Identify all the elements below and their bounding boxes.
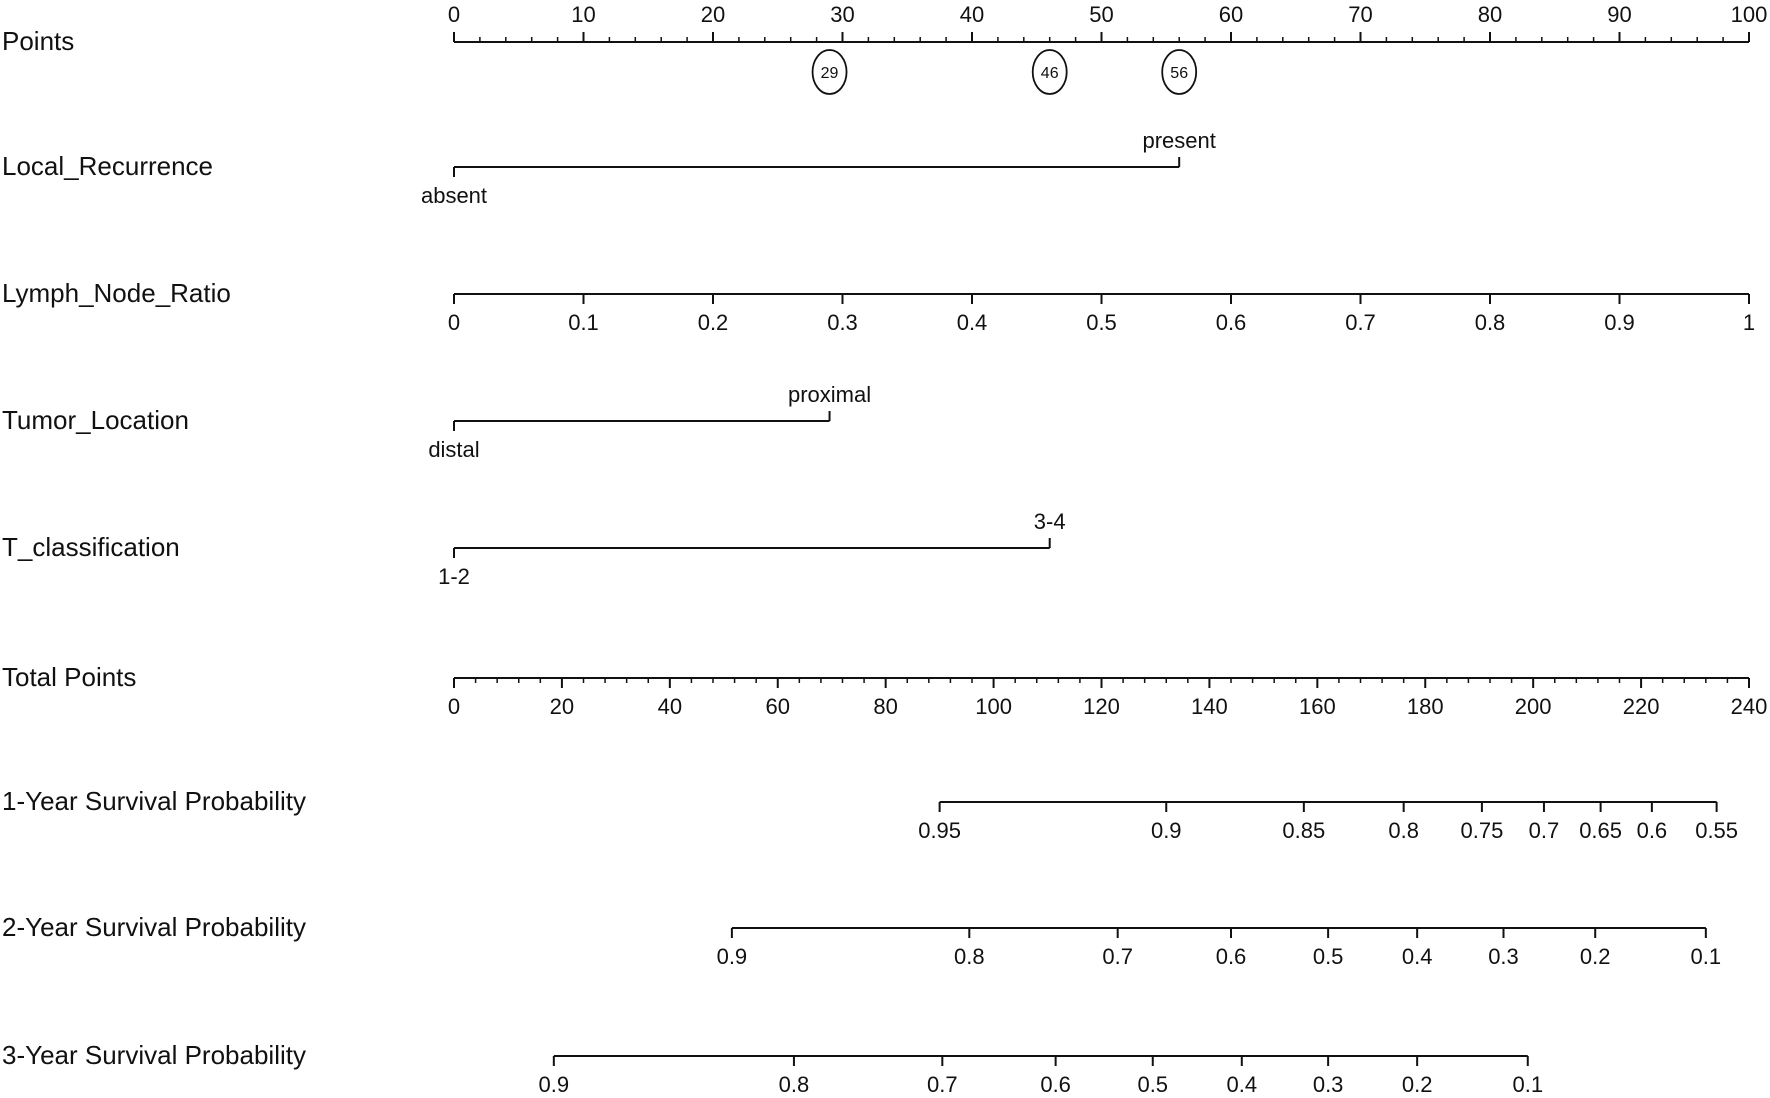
total-points-tick-label: 220 xyxy=(1622,694,1660,719)
points-tick-label: 50 xyxy=(1089,2,1114,27)
survival-1-year-label: 1-Year Survival Probability xyxy=(2,786,306,816)
total-points-tick-label: 180 xyxy=(1406,694,1444,719)
lymph-node-ratio-tick-label: 0.3 xyxy=(827,310,858,335)
survival-1-year-tick-label: 0.7 xyxy=(1528,818,1560,843)
survival-3-year-label: 3-Year Survival Probability xyxy=(2,1040,306,1070)
t-classification-label: T_classification xyxy=(2,532,180,562)
lymph-node-ratio-tick-label: 0.4 xyxy=(956,310,988,335)
lymph-node-ratio-tick-label: 0.6 xyxy=(1215,310,1247,335)
survival-1-year-tick-label: 0.9 xyxy=(1150,818,1182,843)
total-points-tick-label: 20 xyxy=(549,694,575,719)
local-recurrence-level-label: present xyxy=(1142,128,1216,153)
points-marker-label: 56 xyxy=(1170,65,1189,82)
total-points-tick-label: 160 xyxy=(1298,694,1336,719)
total-points-tick-label: 200 xyxy=(1514,694,1552,719)
t-classification-level-label: 3-4 xyxy=(1033,509,1066,534)
survival-2-year-tick-label: 0.2 xyxy=(1579,944,1611,969)
local-recurrence-level-label: absent xyxy=(420,183,488,208)
survival-2-year-tick-label: 0.9 xyxy=(716,944,748,969)
survival-1-year-tick-label: 0.6 xyxy=(1636,818,1668,843)
survival-3-year-tick-label: 0.3 xyxy=(1312,1072,1344,1097)
survival-2-year-tick-label: 0.7 xyxy=(1102,944,1133,969)
survival-1-year-tick-label: 0.55 xyxy=(1695,818,1739,843)
points-marker-label: 46 xyxy=(1040,65,1059,82)
total-points-tick-label: 80 xyxy=(873,694,898,719)
lymph-node-ratio-label: Lymph_Node_Ratio xyxy=(2,278,231,308)
points-tick-label: 80 xyxy=(1477,2,1503,27)
t-classification-level-label: 1-2 xyxy=(438,564,470,589)
survival-3-year-tick-label: 0.4 xyxy=(1226,1072,1258,1097)
points-tick-label: 10 xyxy=(571,2,596,27)
points-tick-label: 90 xyxy=(1607,2,1632,27)
survival-3-year-tick-label: 0.6 xyxy=(1040,1072,1071,1097)
points-label: Points xyxy=(2,26,75,56)
total-points-tick-label: 40 xyxy=(657,694,683,719)
total-points-tick-label: 60 xyxy=(765,694,790,719)
survival-1-year-tick-label: 0.8 xyxy=(1388,818,1419,843)
points-tick-label: 0 xyxy=(447,2,461,27)
survival-2-year-tick-label: 0.8 xyxy=(954,944,985,969)
lymph-node-ratio-tick-label: 0.5 xyxy=(1086,310,1117,335)
lymph-node-ratio-tick-label: 0.2 xyxy=(697,310,729,335)
survival-3-year-tick-label: 0.1 xyxy=(1512,1072,1544,1097)
points-tick-label: 100 xyxy=(1730,2,1768,27)
points-tick-label: 40 xyxy=(959,2,985,27)
survival-2-year-tick-label: 0.3 xyxy=(1488,944,1519,969)
lymph-node-ratio-tick-label: 0 xyxy=(447,310,461,335)
lymph-node-ratio-tick-label: 1 xyxy=(1742,310,1756,335)
lymph-node-ratio-tick-label: 0.8 xyxy=(1474,310,1506,335)
total-points-label: Total Points xyxy=(2,662,137,692)
survival-1-year-tick-label: 0.85 xyxy=(1282,818,1326,843)
local-recurrence-label: Local_Recurrence xyxy=(2,151,214,181)
lymph-node-ratio-tick-label: 0.1 xyxy=(568,310,599,335)
total-points-tick-label: 0 xyxy=(447,694,461,719)
points-tick-label: 30 xyxy=(830,2,855,27)
survival-3-year-tick-label: 0.5 xyxy=(1137,1072,1169,1097)
tumor-location-level-label: proximal xyxy=(787,382,872,407)
nomogram-root xyxy=(2,2,1767,1097)
survival-1-year-tick-label: 0.65 xyxy=(1579,818,1623,843)
survival-2-year-tick-label: 0.6 xyxy=(1215,944,1247,969)
points-tick-label: 60 xyxy=(1218,2,1244,27)
total-points-tick-label: 100 xyxy=(975,694,1012,719)
survival-3-year-tick-label: 0.8 xyxy=(778,1072,810,1097)
lymph-node-ratio-tick-label: 0.9 xyxy=(1604,310,1635,335)
points-marker-label: 29 xyxy=(820,65,839,82)
points-tick-label: 20 xyxy=(700,2,726,27)
survival-2-year-tick-label: 0.4 xyxy=(1401,944,1433,969)
tumor-location-label: Tumor_Location xyxy=(2,405,189,435)
lymph-node-ratio-tick-label: 0.7 xyxy=(1345,310,1376,335)
total-points-tick-label: 240 xyxy=(1730,694,1768,719)
total-points-tick-label: 140 xyxy=(1191,694,1228,719)
tumor-location-level-label: distal xyxy=(428,437,480,462)
points-tick-label: 70 xyxy=(1348,2,1373,27)
survival-2-year-tick-label: 0.5 xyxy=(1312,944,1344,969)
survival-2-year-tick-label: 0.1 xyxy=(1690,944,1722,969)
survival-3-year-tick-label: 0.9 xyxy=(538,1072,570,1097)
survival-1-year-tick-label: 0.95 xyxy=(918,818,962,843)
survival-2-year-label: 2-Year Survival Probability xyxy=(2,912,306,942)
survival-1-year-tick-label: 0.75 xyxy=(1460,818,1504,843)
total-points-tick-label: 120 xyxy=(1083,694,1120,719)
survival-3-year-tick-label: 0.7 xyxy=(927,1072,958,1097)
survival-3-year-tick-label: 0.2 xyxy=(1401,1072,1433,1097)
